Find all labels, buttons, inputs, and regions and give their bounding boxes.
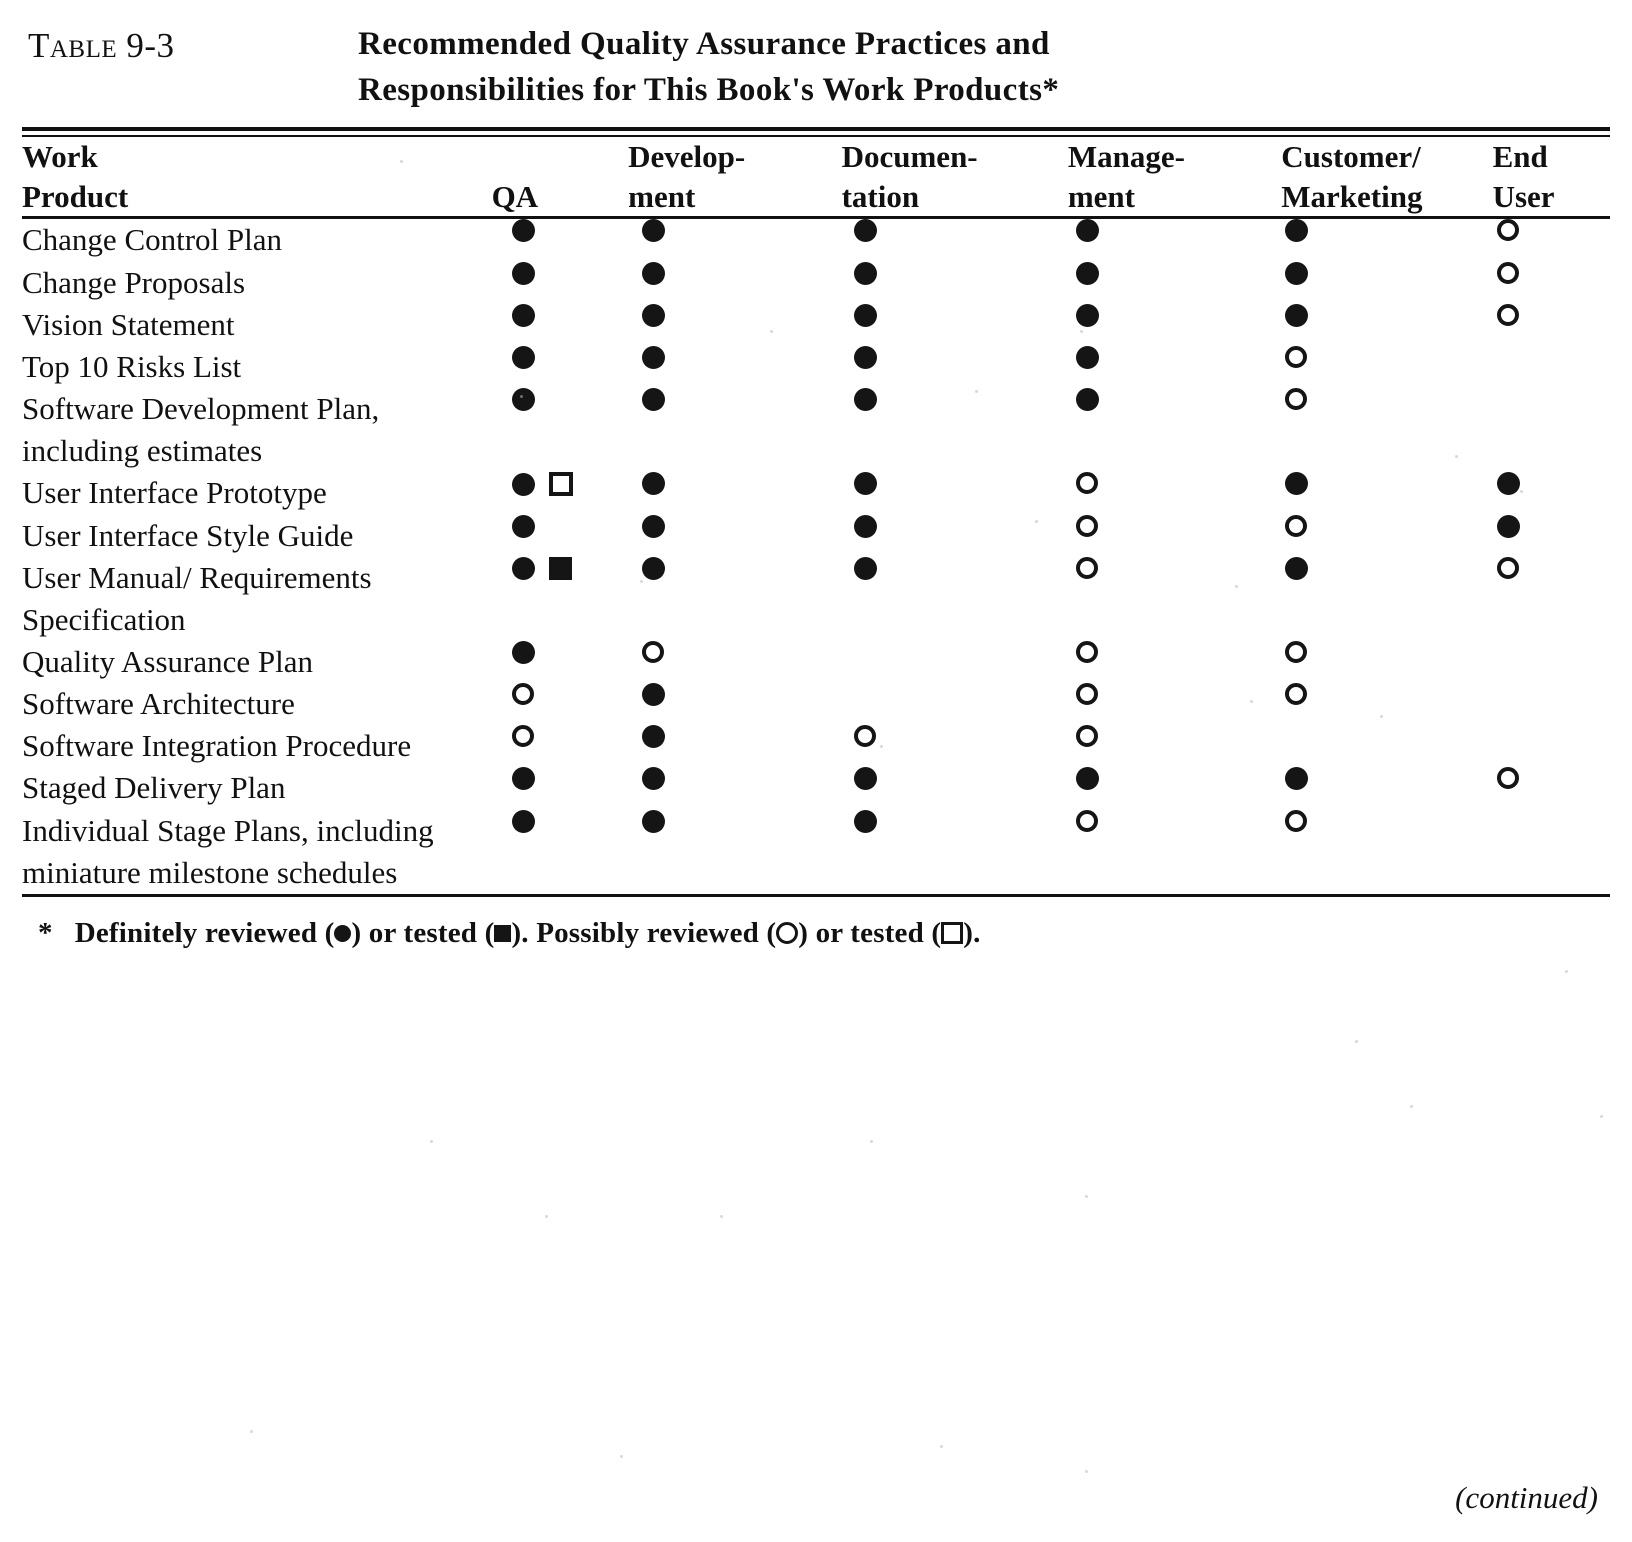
cell-end-user: [1493, 725, 1610, 767]
marks-group: [1285, 388, 1492, 410]
open-circle-icon: [854, 725, 876, 747]
cell-development: [628, 557, 841, 641]
footnote-part-3: ). Possibly reviewed (: [511, 916, 777, 949]
work-product-label: Software Integration Procedure: [22, 728, 412, 764]
cell-end-user: [1493, 346, 1610, 388]
table-row: [22, 557, 1610, 641]
cell-management: [1068, 810, 1281, 894]
table-title-block: [0, 0, 1632, 113]
marks-group: [642, 725, 841, 748]
filled-circle-icon: [642, 388, 665, 411]
header-work-product-line1: Work: [22, 139, 98, 175]
open-circle-icon: [1497, 557, 1519, 579]
marks-group: [642, 767, 841, 790]
filled-circle-icon: [1285, 219, 1308, 242]
filled-circle-icon: [1076, 388, 1099, 411]
header-work-product-line2: Product: [22, 178, 129, 214]
marks-group: [512, 515, 629, 538]
filled-circle-icon: [1497, 472, 1520, 495]
marks-group: [642, 262, 841, 285]
cell-customer-marketing: [1281, 641, 1492, 683]
marks-group: [642, 515, 841, 538]
table-row: [22, 767, 1610, 809]
filled-circle-icon: [642, 346, 665, 369]
filled-circle-icon: [642, 767, 665, 790]
filled-circle-icon: [1285, 304, 1308, 327]
table-row: [22, 725, 1610, 767]
cell-customer-marketing: [1281, 557, 1492, 641]
filled-circle-icon: [1285, 472, 1308, 495]
marks-group: [512, 557, 629, 580]
cell-qa: [492, 683, 629, 725]
marks-group: [854, 767, 1068, 790]
open-circle-icon: [776, 922, 798, 944]
filled-circle-icon: [642, 683, 665, 706]
scan-speckle: [870, 1140, 873, 1143]
scan-speckle: [250, 1430, 253, 1433]
cell-documentation: [842, 557, 1068, 641]
filled-circle-icon: [854, 557, 877, 580]
work-product-label: Quality Assurance Plan: [22, 643, 314, 679]
marks-group: [512, 810, 629, 833]
cell-development: [628, 346, 841, 388]
filled-circle-icon: [512, 346, 535, 369]
cell-documentation: [842, 262, 1068, 304]
cell-management: [1068, 515, 1281, 557]
qa-practices-table: [22, 137, 1610, 216]
cell-qa: [492, 388, 629, 472]
marks-group: [512, 767, 629, 790]
marks-group: [512, 388, 629, 411]
filled-circle-icon: [334, 925, 351, 942]
header-documentation: [842, 137, 1068, 216]
open-circle-icon: [1076, 515, 1098, 537]
filled-circle-icon: [1497, 515, 1520, 538]
filled-circle-icon: [512, 219, 535, 242]
open-circle-icon: [1076, 557, 1098, 579]
marks-group: [1076, 515, 1281, 537]
table-row: [22, 219, 1610, 261]
work-product-label: Top 10 Risks List: [22, 348, 242, 384]
header-management: [1068, 137, 1281, 216]
marks-group: [1497, 472, 1610, 495]
filled-circle-icon: [854, 346, 877, 369]
marks-group: [642, 219, 841, 242]
marks-group: [642, 557, 841, 580]
footnote-part-1: Definitely reviewed (: [74, 916, 335, 949]
filled-circle-icon: [642, 557, 665, 580]
scan-speckle: [1600, 1115, 1603, 1118]
work-product-label: Change Control Plan: [22, 222, 283, 258]
marks-group: [1076, 219, 1281, 242]
marks-group: [1076, 725, 1281, 747]
marks-group: [1076, 388, 1281, 411]
cell-development: [628, 388, 841, 472]
work-product-label: User Interface Prototype: [22, 475, 327, 511]
marks-group: [1285, 641, 1492, 663]
marks-group: [1497, 557, 1610, 579]
filled-square-icon: [549, 557, 572, 580]
header-documentation-line2: tation: [841, 178, 920, 214]
marks-group: [1497, 262, 1610, 284]
footnote-part-2: ) or tested (: [351, 916, 495, 949]
scan-speckle: [940, 1445, 943, 1448]
open-circle-icon: [1285, 683, 1307, 705]
marks-group: [1285, 810, 1492, 832]
table-body: [22, 219, 1610, 894]
cell-end-user: [1493, 388, 1610, 472]
marks-group: [1497, 304, 1610, 326]
cell-development: [628, 262, 841, 304]
cell-documentation: [842, 304, 1068, 346]
filled-circle-icon: [854, 472, 877, 495]
cell-customer-marketing: [1281, 767, 1492, 809]
marks-group: [512, 262, 629, 285]
work-product-label: User Interface Style Guide: [22, 517, 354, 553]
cell-management: [1068, 388, 1281, 472]
cell-development: [628, 219, 841, 261]
qa-practices-table-body: [22, 219, 1610, 894]
filled-circle-icon: [512, 388, 535, 411]
marks-group: [512, 346, 629, 369]
cell-management: [1068, 725, 1281, 767]
filled-circle-icon: [1285, 557, 1308, 580]
scan-speckle: [1410, 1105, 1413, 1108]
header-customer-marketing: [1281, 137, 1492, 216]
marks-group: [1497, 219, 1610, 241]
cell-documentation: [842, 810, 1068, 894]
scan-speckle: [1565, 970, 1568, 973]
open-circle-icon: [1285, 810, 1307, 832]
filled-circle-icon: [512, 515, 535, 538]
open-circle-icon: [1497, 304, 1519, 326]
cell-customer-marketing: [1281, 219, 1492, 261]
cell-management: [1068, 641, 1281, 683]
open-circle-icon: [1076, 683, 1098, 705]
marks-group: [854, 472, 1068, 495]
header-development-line1: Develop-: [628, 139, 746, 175]
marks-group: [642, 641, 841, 663]
cell-management: [1068, 683, 1281, 725]
cell-development: [628, 810, 841, 894]
filled-square-icon: [494, 925, 511, 942]
cell-documentation: [842, 725, 1068, 767]
marks-group: [1497, 767, 1610, 789]
scan-speckle: [430, 1140, 433, 1143]
cell-customer-marketing: [1281, 810, 1492, 894]
cell-management: [1068, 262, 1281, 304]
filled-circle-icon: [512, 304, 535, 327]
filled-circle-icon: [1285, 767, 1308, 790]
filled-circle-icon: [854, 388, 877, 411]
marks-group: [1285, 219, 1492, 242]
table-row: [22, 262, 1610, 304]
cell-qa: [492, 515, 629, 557]
cell-qa: [492, 219, 629, 261]
table-header: [22, 137, 1610, 216]
filled-circle-icon: [642, 810, 665, 833]
filled-circle-icon: [642, 219, 665, 242]
filled-circle-icon: [1076, 262, 1099, 285]
filled-circle-icon: [512, 262, 535, 285]
marks-group: [1076, 304, 1281, 327]
table-row: [22, 515, 1610, 557]
table-row: [22, 641, 1610, 683]
cell-documentation: [842, 683, 1068, 725]
marks-group: [512, 725, 629, 747]
cell-management: [1068, 557, 1281, 641]
marks-group: [642, 472, 841, 495]
header-work-product: [22, 137, 492, 216]
filled-circle-icon: [1076, 767, 1099, 790]
filled-circle-icon: [512, 810, 535, 833]
marks-group: [1285, 304, 1492, 327]
cell-qa: [492, 472, 629, 514]
filled-circle-icon: [854, 515, 877, 538]
work-product-label: Vision Statement: [22, 306, 235, 342]
table-row: [22, 472, 1610, 514]
cell-end-user: [1493, 304, 1610, 346]
open-circle-icon: [1285, 388, 1307, 410]
header-management-line1: Manage-: [1067, 139, 1185, 175]
marks-group: [854, 810, 1068, 833]
open-circle-icon: [1497, 262, 1519, 284]
footnote-part-4: ) or tested (: [798, 916, 942, 949]
cell-development: [628, 515, 841, 557]
marks-group: [854, 557, 1068, 580]
cell-qa: [492, 557, 629, 641]
open-circle-icon: [642, 641, 664, 663]
marks-group: [854, 304, 1068, 327]
marks-group: [642, 388, 841, 411]
open-circle-icon: [1285, 346, 1307, 368]
open-circle-icon: [1497, 219, 1519, 241]
cell-qa: [492, 346, 629, 388]
filled-circle-icon: [642, 725, 665, 748]
work-product-label: Software Development Plan, including estimates: [22, 391, 380, 469]
scan-speckle: [1085, 1470, 1088, 1473]
cell-development: [628, 725, 841, 767]
marks-group: [1076, 641, 1281, 663]
marks-group: [1285, 262, 1492, 285]
open-circle-icon: [1497, 767, 1519, 789]
cell-documentation: [842, 767, 1068, 809]
marks-group: [512, 683, 629, 705]
header-double-rule: [22, 127, 1610, 137]
scan-speckle: [1355, 1040, 1358, 1043]
marks-group: [854, 219, 1068, 242]
cell-documentation: [842, 515, 1068, 557]
marks-group: [1076, 810, 1281, 832]
cell-customer-marketing: [1281, 515, 1492, 557]
cell-customer-marketing: [1281, 683, 1492, 725]
open-circle-icon: [1285, 641, 1307, 663]
filled-circle-icon: [642, 472, 665, 495]
scan-speckle: [720, 1215, 723, 1218]
filled-circle-icon: [854, 767, 877, 790]
work-product-label: Change Proposals: [22, 264, 246, 300]
scan-speckle: [620, 1455, 623, 1458]
cell-qa: [492, 810, 629, 894]
cell-management: [1068, 346, 1281, 388]
scan-speckle: [545, 1215, 548, 1218]
header-qa-label: QA: [491, 178, 539, 214]
cell-end-user: [1493, 262, 1610, 304]
open-circle-icon: [1076, 641, 1098, 663]
header-qa: [492, 137, 629, 216]
open-circle-icon: [512, 725, 534, 747]
table-row: [22, 346, 1610, 388]
marks-group: [1285, 683, 1492, 705]
marks-group: [1076, 683, 1281, 705]
filled-circle-icon: [1076, 304, 1099, 327]
cell-management: [1068, 472, 1281, 514]
cell-documentation: [842, 219, 1068, 261]
filled-circle-icon: [512, 557, 535, 580]
cell-end-user: [1493, 219, 1610, 261]
filled-circle-icon: [1076, 219, 1099, 242]
cell-documentation: [842, 641, 1068, 683]
table-row: [22, 683, 1610, 725]
marks-group: [854, 262, 1068, 285]
header-management-line2: ment: [1067, 178, 1135, 214]
footnote-star: *: [38, 916, 53, 949]
open-circle-icon: [1076, 725, 1098, 747]
table-number: Table 9-3: [28, 26, 175, 65]
cell-development: [628, 767, 841, 809]
marks-group: [512, 219, 629, 242]
open-square-icon: [549, 472, 573, 496]
cell-end-user: [1493, 515, 1610, 557]
cell-documentation: [842, 472, 1068, 514]
marks-group: [854, 346, 1068, 369]
header-end-user-line1: End: [1492, 139, 1548, 175]
marks-group: [642, 810, 841, 833]
marks-group: [512, 472, 629, 496]
marks-group: [854, 515, 1068, 538]
marks-group: [1285, 472, 1492, 495]
filled-circle-icon: [642, 262, 665, 285]
filled-circle-icon: [512, 767, 535, 790]
header-customer-line2: Marketing: [1281, 178, 1423, 214]
filled-circle-icon: [854, 810, 877, 833]
filled-circle-icon: [512, 473, 535, 496]
marks-group: [1076, 767, 1281, 790]
marks-group: [1285, 767, 1492, 790]
marks-group: [642, 683, 841, 706]
table-footnote: [0, 897, 1632, 950]
marks-group: [1285, 346, 1492, 368]
filled-circle-icon: [642, 304, 665, 327]
continued-label: (continued): [1455, 1480, 1598, 1515]
filled-circle-icon: [1076, 346, 1099, 369]
cell-customer-marketing: [1281, 388, 1492, 472]
cell-customer-marketing: [1281, 346, 1492, 388]
scan-speckle: [1085, 1195, 1088, 1198]
marks-group: [1285, 515, 1492, 537]
cell-development: [628, 683, 841, 725]
cell-end-user: [1493, 641, 1610, 683]
cell-documentation: [842, 388, 1068, 472]
marks-group: [1076, 557, 1281, 579]
marks-group: [642, 304, 841, 327]
cell-end-user: [1493, 683, 1610, 725]
cell-documentation: [842, 346, 1068, 388]
open-circle-icon: [1285, 515, 1307, 537]
marks-group: [1076, 346, 1281, 369]
cell-qa: [492, 725, 629, 767]
marks-group: [512, 641, 629, 664]
header-development: [628, 137, 841, 216]
marks-group: [1497, 515, 1610, 538]
work-product-label: Software Architecture: [22, 686, 295, 722]
header-end-user-line2: User: [1492, 178, 1555, 214]
filled-circle-icon: [854, 262, 877, 285]
cell-development: [628, 304, 841, 346]
cell-end-user: [1493, 767, 1610, 809]
work-product-label: Staged Delivery Plan: [22, 770, 286, 806]
table-title-line-1: Recommended Quality Assurance Practices and: [358, 26, 1050, 62]
header-customer-line1: Customer/: [1281, 139, 1421, 175]
cell-qa: [492, 767, 629, 809]
header-documentation-line1: Documen-: [841, 139, 978, 175]
cell-management: [1068, 767, 1281, 809]
filled-circle-icon: [854, 219, 877, 242]
table-row: [22, 388, 1610, 472]
work-product-label: Individual Stage Plans, including miniature milestone schedules: [22, 812, 434, 890]
cell-development: [628, 641, 841, 683]
header-development-line2: ment: [628, 178, 696, 214]
table-title-line-2: Responsibilities for This Book's Work Products*: [358, 71, 1060, 108]
table-row: [22, 304, 1610, 346]
cell-end-user: [1493, 810, 1610, 894]
open-circle-icon: [1076, 810, 1098, 832]
marks-group: [642, 346, 841, 369]
filled-circle-icon: [642, 515, 665, 538]
marks-group: [854, 725, 1068, 747]
marks-group: [1076, 472, 1281, 494]
filled-circle-icon: [512, 641, 535, 664]
cell-qa: [492, 262, 629, 304]
cell-management: [1068, 304, 1281, 346]
table-title: [358, 22, 1059, 113]
marks-group: [1076, 262, 1281, 285]
cell-customer-marketing: [1281, 472, 1492, 514]
open-circle-icon: [1076, 472, 1098, 494]
cell-end-user: [1493, 472, 1610, 514]
cell-management: [1068, 219, 1281, 261]
marks-group: [854, 388, 1068, 411]
cell-customer-marketing: [1281, 304, 1492, 346]
marks-group: [1285, 557, 1492, 580]
filled-circle-icon: [1285, 262, 1308, 285]
cell-customer-marketing: [1281, 262, 1492, 304]
filled-circle-icon: [854, 304, 877, 327]
header-end-user: [1493, 137, 1610, 216]
footnote-part-5: ).: [963, 916, 981, 949]
cell-customer-marketing: [1281, 725, 1492, 767]
cell-development: [628, 472, 841, 514]
cell-qa: [492, 304, 629, 346]
work-product-label: User Manual/ Requirements Specification: [22, 559, 372, 637]
open-circle-icon: [512, 683, 534, 705]
cell-end-user: [1493, 557, 1610, 641]
table-row: [22, 810, 1610, 894]
open-square-icon: [941, 922, 963, 944]
cell-qa: [492, 641, 629, 683]
marks-group: [512, 304, 629, 327]
